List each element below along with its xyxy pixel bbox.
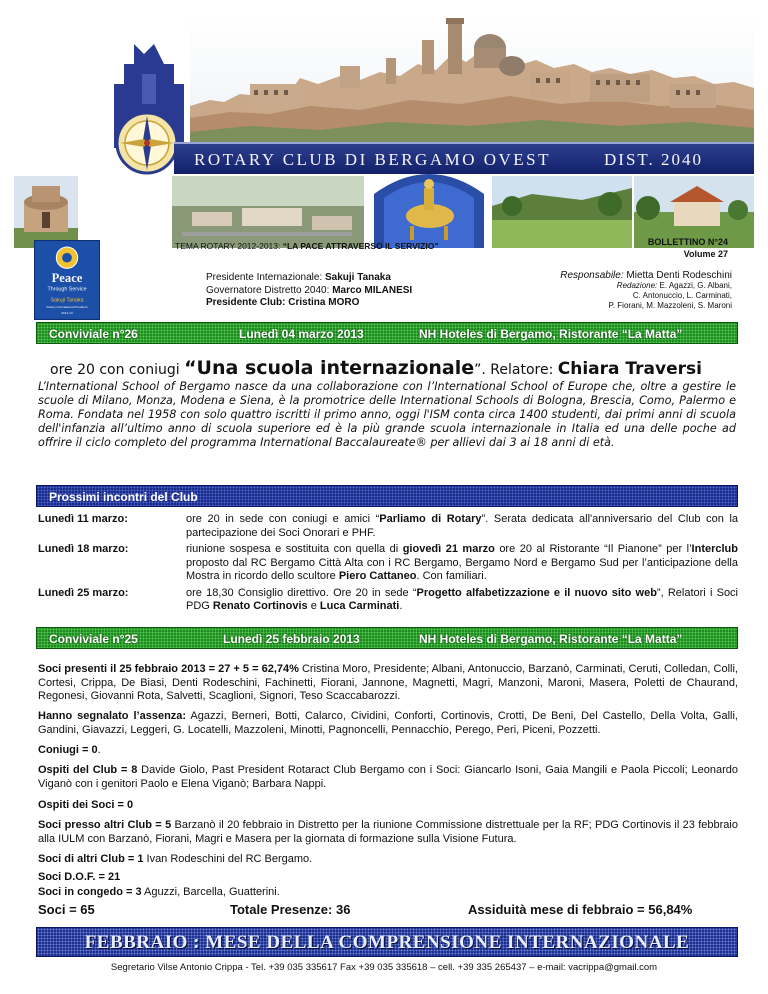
responsabile-name: Mietta Denti Rodeschini <box>623 270 732 281</box>
lecture-title: ore 20 con coniugi “Una scuola internazionale”. Relatore: Chiara Traversi <box>50 357 702 379</box>
peace-through-service-logo <box>34 240 100 320</box>
conviviale-25-number: Conviviale n°25 <box>49 632 138 646</box>
peace-logo-tagline: Through Service <box>47 286 87 293</box>
assiduita: Assiduità mese di febbraio = 56,84% <box>468 902 693 917</box>
month-theme-bar <box>36 927 738 957</box>
soci-total: Soci = 65 <box>38 902 95 917</box>
compass-rose-icon <box>114 110 180 176</box>
city-skyline-image <box>190 14 754 146</box>
bollettino-number: BOLLETTINO N°24 <box>647 237 728 247</box>
bollettino-volume: Volume 27 <box>683 249 728 259</box>
soci-dof: Soci D.O.F. = 21 <box>38 871 121 883</box>
presenze-total: Totale Presenze: 36 <box>230 902 351 917</box>
lecture-speaker: Chiara Traversi <box>557 359 702 379</box>
event-item: Lunedì 18 marzo: riunione sospesa e sostituita con quella di giovedì 21 marzo ore 20 al Ristorante “Il Pianone” per l’Interclub proposto dal RC Bergamo Città Alta con i RC Bergamo, Bergamo Nord e Bergamo Sud per l’anticipazione della Mostra in ricordo dello scultore Piero Cattaneo. Con familiari. <box>38 543 738 582</box>
event-date: Lunedì 11 marzo: <box>38 513 128 525</box>
golf-course-photo <box>492 176 632 248</box>
club-name: ROTARY CLUB DI BERGAMO OVEST <box>194 150 552 169</box>
event-item: Lunedì 25 marzo: ore 18,30 Consiglio direttivo. Ore 20 in sede “Progetto alfabetizzazione e il nuovo sito web”, Relatori i Soci PDG Renato Cortinovis e Luca Carminati. <box>38 586 739 612</box>
ospiti-dei-soci: Ospiti dei Soci = 0 <box>38 799 134 811</box>
conviviale-26-date: Lunedì 04 marzo 2013 <box>239 327 364 341</box>
peace-logo-word: Peace <box>51 270 83 285</box>
soci-presenti: Soci presenti il 25 febbraio 2013 = 27 + 5 = 62,74% Cristina Moro, Presidente; Albani, Antonuccio, Barzanò, Carminati, Ceruti, Colledan, Colli, Cortesi, Crippa, De Biasi, Denti Rodeschini, Fachinetti, Fiorani, Jannone, Magnetti, Magri, Manzoni, Maroni, Masera, Poletti de Chaurand, Regonesi, Giovanni Rota, Salvetti, Scaglioni, Signori, Teso Scaccabarozzi. <box>38 663 738 702</box>
city-aerial-photo <box>172 176 364 248</box>
event-item: Lunedì 11 marzo: ore 20 in sede con coniugi e amici “Parliamo di Rotary”. Serata dedicata all'anniversario del Club con la partecipazione dei Soci Onorari e PHF. <box>38 513 739 539</box>
header-banner <box>14 14 754 246</box>
peace-logo-president: Sakuji Tanaka <box>50 297 84 304</box>
conviviale-26-number: Conviviale n°26 <box>49 327 138 341</box>
soci-in-congedo: Soci in congedo = 3 Aguzzi, Barcella, Guatterini. <box>38 886 280 898</box>
tema-rotary: TEMA ROTARY 2012-2013: “LA PACE ATTRAVERSO IL SERVIZIO” <box>175 241 439 251</box>
district-governor: Marco MILANESI <box>332 284 413 296</box>
event-date: Lunedì 25 marzo: <box>38 586 129 599</box>
events-list <box>38 513 738 617</box>
peace-logo-year: 2012-13 <box>61 310 73 315</box>
bollettino-info <box>648 236 728 260</box>
church-photo <box>14 176 78 248</box>
conviviale-25-bar <box>36 627 738 649</box>
soci-presso-altri-club: Soci presso altri Club = 5 Barzanò il 20 febbraio in Distretto per la riunione Commissione distrettuale per la RF; PDG Cortinovis il 23 febbraio alla IULM con Barzanò, Fiorani, Magri e Masera per la giornata di formazione sulla Visione Futura. <box>38 819 738 845</box>
soci-di-altri-club: Soci di altri Club = 1 Ivan Rodeschini del RC Bergamo. <box>38 853 313 865</box>
coniugi: Coniugi = 0. <box>38 744 101 756</box>
district: DIST. 2040 <box>604 150 704 169</box>
assenze: Hanno segnalato l’assenza: Agazzi, Berneri, Botti, Calarco, Cividini, Conforti, Cortinovis, Crotti, De Beni, Del Castello, Della Volta, Galli, Gandini, Giavazzi, Leggeri, G. Locatelli, Mazzoleni, Minotti, Pagnoncelli, Pennacchio, Perego, Peri, Piceni, Pozzetti. <box>38 710 738 736</box>
month-theme: FEBBRAIO : MESE DELLA COMPRENSIONE INTERNAZIONALE <box>84 932 690 953</box>
lecture-topic: “Una scuola internazionale <box>184 357 475 379</box>
conviviale-25-date: Lunedì 25 febbraio 2013 <box>223 632 360 646</box>
conviviale-26-bar <box>36 322 738 344</box>
international-president: Sakuji Tanaka <box>324 272 391 283</box>
horseman-statue-photo <box>374 164 484 248</box>
event-date: Lunedì 18 marzo: <box>38 543 129 555</box>
lecture-description: L’International School of Bergamo nasce da una collaborazione con l’International School of Europe che, oltre a gestire le scuole di Milano, Monza, Modena e Siena, è la promotrice delle International Schools di Bologna, Brescia, Como, Palermo e Roma. Fondata nel 1958 con solo quattro iscritti il primo anno, oggi l'ISM conta circa 1400 studenti, dai primi anni di scuola dell'infanzia all’ultimo anno di scuola superiore ed è la più grande scuola internazionale in Italia ed una delle poche ad offrire il ciclo completo del programma International Baccalaureate® per allievi dai 3 ai 18 anni di età. <box>38 380 736 449</box>
presidents-block: Presidente Internazionale: Sakuji Tanaka Governatore Distretto 2040: Marco MILANESI Presidente Club: Cristina MORO <box>206 272 413 308</box>
peace-logo-ri: Rotary International President <box>46 305 88 310</box>
conviviale-26-place: NH Hoteles di Bergamo, Ristorante “La Matta” <box>419 327 683 341</box>
ospiti-del-club: Ospiti del Club = 8 Davide Giolo, Past President Rotaract Club Bergamo con i Soci: Giancarlo Isoni, Gaia Mangili e Paola Piccoli; Leonardo Viganò con i genitori Paolo e Elena Viganò; Barbara Nappi. <box>38 764 738 790</box>
prossimi-heading: Prossimi incontri del Club <box>49 490 198 504</box>
secretary-contact: Segretario Vilse Antonio Crippa - Tel. +39 035 335617 Fax +39 035 335618 – cell. +39 335 265437 – e-mail: vacrippa@gmail.com <box>110 962 658 973</box>
conviviale-25-place: NH Hoteles di Bergamo, Ristorante “La Matta” <box>419 632 683 646</box>
prossimi-incontri-bar <box>36 485 738 507</box>
responsabile-block: Responsabile: Mietta Denti Rodeschini Redazione: E. Agazzi, G. Albani, C. Antonuccio, L. Carminati, P. Fiorani, M. Mazzoleni, S. Maroni <box>560 270 732 310</box>
tema-slogan: “LA PACE ATTRAVERSO IL SERVIZIO” <box>282 241 439 251</box>
club-president: Presidente Club: Cristina MORO <box>206 297 360 308</box>
